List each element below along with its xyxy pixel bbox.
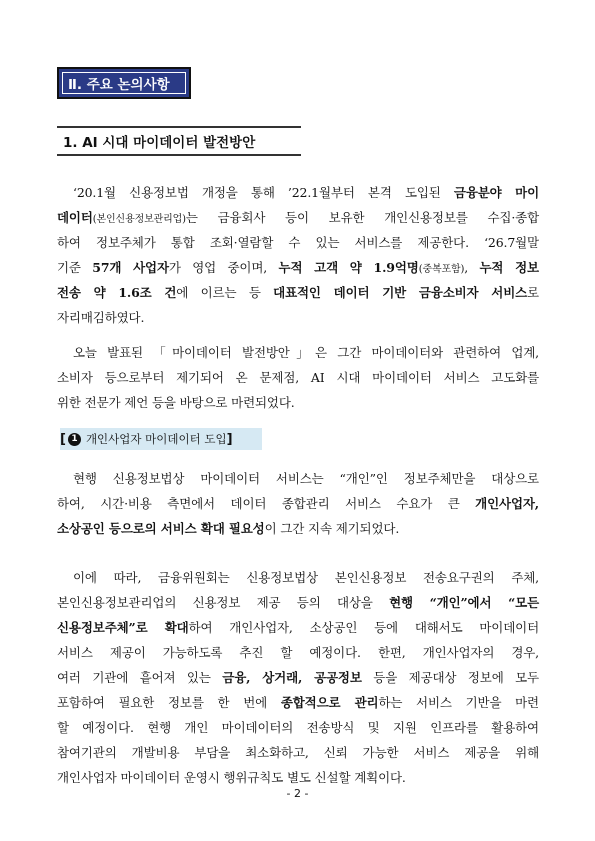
text-line (57, 255, 539, 280)
number-one-icon: 1 (68, 433, 81, 446)
subsection-heading: 1. AI 시대 마이데이터 발전방안 (57, 126, 301, 156)
text-run: 오늘 발표된 「마이데이터 발전방안」은 그간 마이데이터와 관련하여 업계, (73, 345, 539, 360)
page-number: - 2 - (286, 787, 309, 800)
bold-text: 전송 약 1.6조 건 (57, 285, 177, 300)
text-line (57, 280, 539, 305)
text-line (57, 690, 539, 715)
section-heading-box (57, 67, 191, 99)
text-line (57, 205, 539, 230)
paragraph-plan-announcement (57, 340, 539, 415)
text-run: 개인사업자 마이데이터 운영시 행위규칙도 별도 신설할 계획이다. (57, 770, 406, 785)
text-line (57, 365, 539, 390)
text-run: 기준 (57, 260, 93, 275)
bold-text: 금융, 상거래, 공공정보 (222, 670, 362, 685)
bold-text: 데이터 (57, 210, 93, 225)
text-run: 이 그간 지속 제기되었다. (264, 521, 400, 536)
section-heading: Ⅱ. 주요 논의사항 (62, 72, 186, 94)
text-run: (본인신용정보관리업) (92, 214, 186, 225)
bold-text: 개인사업자, (475, 496, 539, 511)
text-line (57, 516, 539, 541)
text-run: 하여 개인사업자, 소상공인 등에 대해서도 마이데이터 (188, 620, 539, 635)
bold-text: 57개 사업자 (92, 260, 169, 275)
text-line (57, 390, 539, 415)
bold-text: 신용정보주체”로 확대 (57, 620, 189, 635)
bold-text: 금융분야 마이 (453, 185, 539, 200)
text-run: 는 금융회사 등이 보유한 개인신용정보를 수집·종합 (185, 210, 539, 225)
text-run: 위한 전문가 제언 등을 바탕으로 마련되었다. (57, 395, 295, 410)
bold-text: 종합적으로 관리 (280, 695, 379, 710)
tag-close-bracket: ] (226, 431, 233, 447)
text-line (57, 665, 539, 690)
text-line (57, 180, 539, 205)
text-run: 현행 신용정보법상 마이데이터 서비스는 “개인”인 정보주체만을 대상으로 (73, 471, 539, 486)
text-run: 소비자 등으로부터 제기되어 온 문제점, AI 시대 마이데이터 서비스 고도화를 (57, 370, 539, 385)
topic-tag (60, 428, 262, 450)
text-run: 에 이르는 등 (176, 285, 274, 300)
paragraph-mydata-overview (57, 180, 539, 330)
text-run: 본인신용정보관리업의 신용정보 제공 등의 대상을 (57, 595, 390, 610)
bold-text: 누적 정보 (479, 260, 539, 275)
text-line (57, 230, 539, 255)
text-line (57, 715, 539, 740)
bold-text: 대표적인 데이터 기반 금융소비자 서비스 (273, 285, 528, 300)
text-line (57, 565, 539, 590)
text-run: 하는 서비스 기반을 마련 (378, 695, 539, 710)
text-run: 등을 제공대상 정보에 모두 (361, 670, 539, 685)
text-line (57, 491, 539, 516)
text-run: (중복포함) (418, 264, 465, 275)
bold-text: 현행 “개인”에서 “모든 (389, 595, 539, 610)
text-run: 하여 정보주체가 통합 조회·열람할 수 있는 서비스를 제공한다. ‘26.7월말 (57, 235, 539, 250)
paragraph-current-law (57, 466, 539, 541)
text-run: 할 예정이다. 현행 개인 마이데이터의 전송방식 및 지원 인프라를 활용하여 (57, 720, 539, 735)
text-run: 이에 따라, 금융위원회는 신용정보법상 본인신용정보 전송요구권의 주체, (73, 570, 539, 585)
text-line (57, 466, 539, 491)
text-run: 하여, 시간·비용 측면에서 데이터 종합관리 서비스 수요가 큰 (57, 496, 476, 511)
text-line (57, 305, 539, 330)
tag-label: 개인사업자 마이데이터 도입 (85, 432, 227, 446)
text-run: 자리매김하였다. (57, 310, 145, 325)
text-run: 가 영업 중이며, (168, 260, 279, 275)
bold-text: 소상공인 등으로의 서비스 확대 필요성 (57, 521, 265, 536)
text-line (57, 740, 539, 765)
text-run: 여러 기관에 흩어져 있는 (57, 670, 223, 685)
text-run: 로 (527, 285, 539, 300)
text-line (57, 340, 539, 365)
paragraph-fsc-plan (57, 565, 539, 790)
text-run: ‘20.1월 신용정보법 개정을 통해 ’22.1월부터 본격 도입된 (73, 185, 454, 200)
text-run: 서비스 제공이 가능하도록 추진 할 예정이다. 한편, 개인사업자의 경우, (57, 645, 539, 660)
text-run: 포함하여 필요한 정보를 한 번에 (57, 695, 281, 710)
text-run: 참여기관의 개발비용 부담을 최소화하고, 신뢰 가능한 서비스 제공을 위해 (57, 745, 539, 760)
text-run: , (464, 260, 480, 275)
text-line (57, 590, 539, 615)
bold-text: 누적 고객 약 1.9억명 (278, 260, 419, 275)
tag-open-bracket: [ (60, 431, 66, 447)
text-line (57, 615, 539, 640)
text-line (57, 640, 539, 665)
